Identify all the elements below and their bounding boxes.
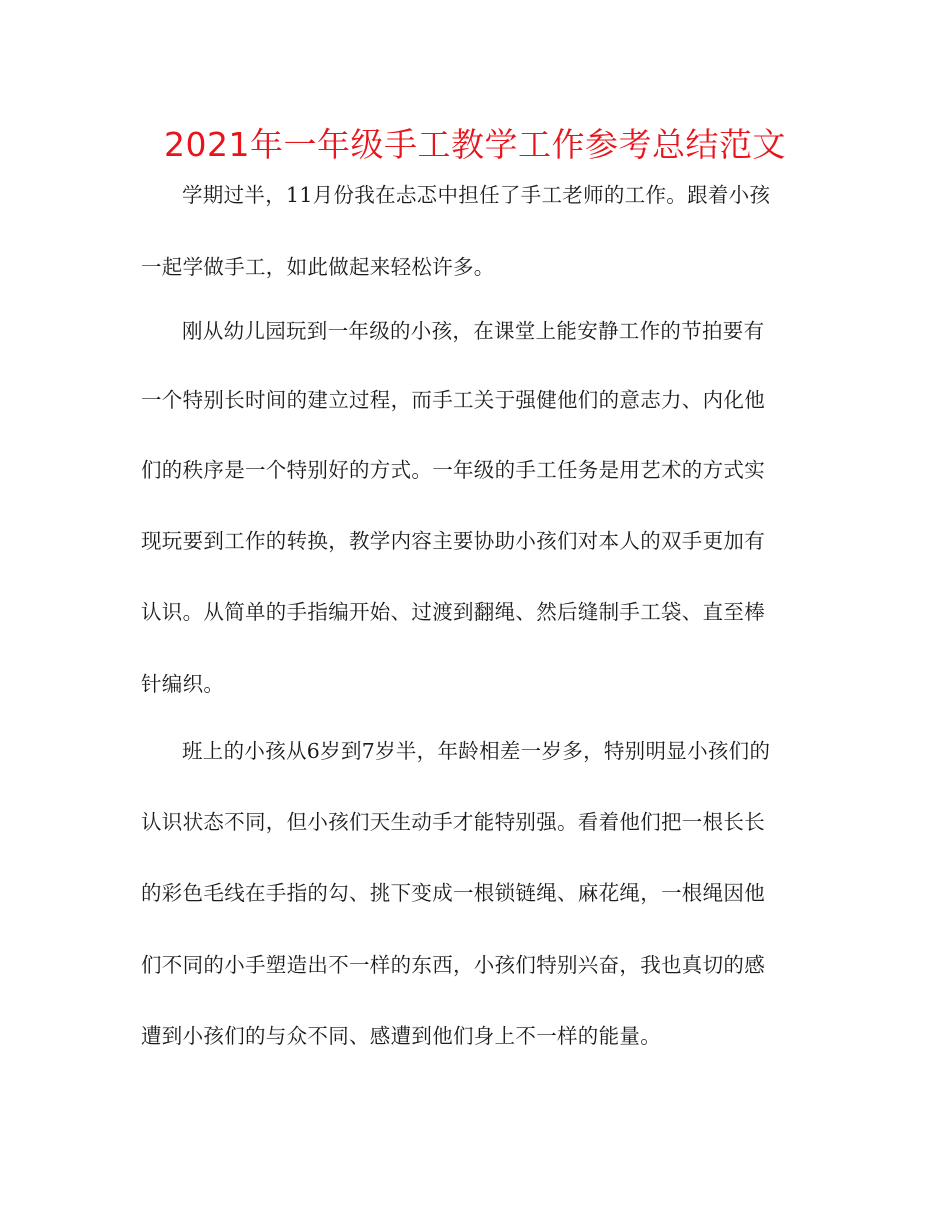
paragraph-3-line-5: 遭到小孩们的与众不同、感遭到他们身上不一样的能量。	[141, 1024, 661, 1048]
paragraph-3-line-1: 班上的小孩从6岁到7岁半，年龄相差一岁多，特别明显小孩们的	[182, 739, 771, 763]
paragraph-2-line-2: 一个特别长时间的建立过程，而手工关于强健他们的意志力、内化他	[141, 388, 765, 412]
paragraph-2-line-1: 刚从幼儿园玩到一年级的小孩，在课堂上能安静工作的节拍要有	[182, 319, 765, 343]
paragraph-1-line-2: 一起学做手工，如此做起来轻松许多。	[141, 255, 495, 279]
paragraph-3-line-3: 的彩色毛线在手指的勾、挑下变成一根锁链绳、麻花绳，一根绳因他	[141, 881, 765, 905]
document-title: 2021年一年级手工教学工作参考总结范文	[164, 125, 786, 164]
paragraph-2-line-6: 针编织。	[141, 672, 225, 696]
paragraph-2-line-4: 现玩要到工作的转换，教学内容主要协助小孩们对本人的双手更加有	[141, 529, 765, 553]
paragraph-2-line-3: 们的秩序是一个特别好的方式。一年级的手工任务是用艺术的方式实	[141, 458, 765, 482]
paragraph-3-line-2: 认识状态不同，但小孩们天生动手才能特别强。看着他们把一根长长	[141, 810, 765, 834]
paragraph-3-line-4: 们不同的小手塑造出不一样的东西，小孩们特别兴奋，我也真切的感	[141, 953, 765, 977]
paragraph-1-line-1: 学期过半，11月份我在忐忑中担任了手工老师的工作。跟着小孩	[182, 183, 771, 207]
paragraph-2-line-5: 认识。从简单的手指编开始、过渡到翻绳、然后缝制手工袋、直至棒	[141, 600, 765, 624]
